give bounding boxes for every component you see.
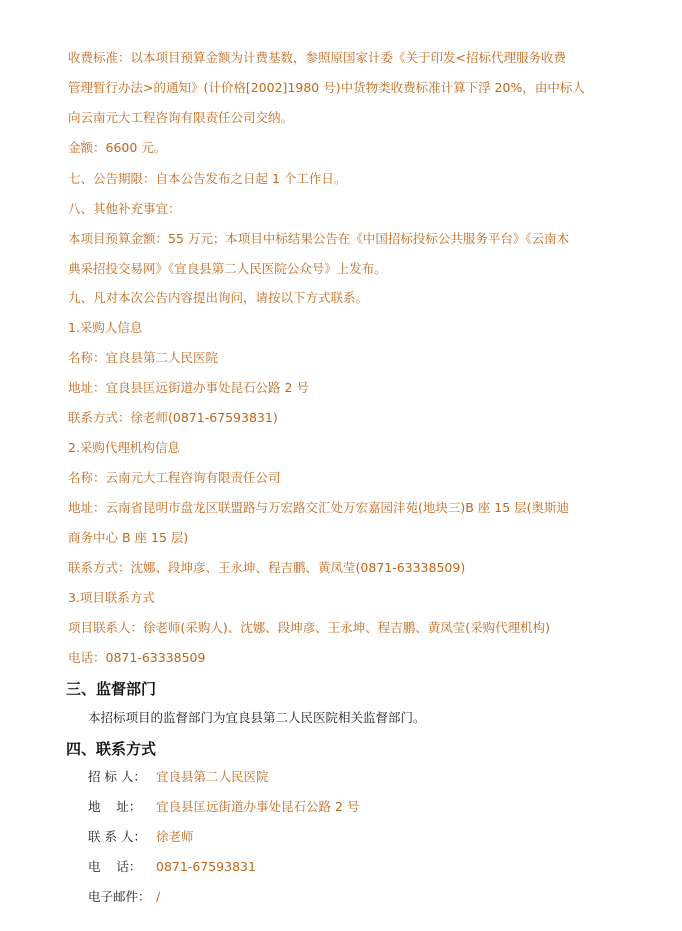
contact-label: 联 系 人： xyxy=(88,829,146,844)
contact-label: 电 话： xyxy=(88,859,142,874)
contact-value: / xyxy=(156,889,161,904)
agency-contact: 联系方式：沈娜、段坤彦、王永坤、程吉鹏、黄凤莹(0871-63338509) xyxy=(68,560,466,575)
contact-value: 宜良县第二人民医院 xyxy=(156,769,269,784)
fee-standard-line-3: 向云南元大工程咨询有限责任公司交纳。 xyxy=(68,110,294,125)
supplementary-line-2: 典采招投交易网》《宜良县第二人民医院公众号》上发布。 xyxy=(68,261,387,276)
contact-row-tenderer xyxy=(88,769,269,785)
contact-value: 宜良县匡远街道办事处昆石公路 2 号 xyxy=(156,799,360,814)
contact-heading: 四、联系方式 xyxy=(66,740,157,758)
contact-row-address xyxy=(88,799,359,815)
contact-label: 电子邮件： xyxy=(88,889,151,904)
project-contact-phone: 电话：0871-63338509 xyxy=(68,650,206,665)
fee-standard-line-2: 管理暂行办法>的通知》(计价格[2002]1980 号)中货物类收费标准计算下浮 20%，由中标人 xyxy=(68,80,585,95)
project-contact-people: 项目联系人：徐老师(采购人)、沈娜、段坤彦、王永坤、程吉鹏、黄凤莹(采购代理机构) xyxy=(68,620,551,635)
contact-value: 徐老师 xyxy=(156,829,194,844)
inquiry-title: 九、凡对本次公告内容提出询问，请按以下方式联系。 xyxy=(68,290,369,305)
purchaser-info-title: 1.采购人信息 xyxy=(68,320,143,335)
supervision-heading: 三、监督部门 xyxy=(66,680,157,698)
purchaser-address: 地址：宜良县匡远街道办事处昆石公路 2 号 xyxy=(68,380,309,395)
supplementary-line-1: 本项目预算金额：55 万元；本项目中标结果公告在《中国招标投标公共服务平台》《云南木 xyxy=(68,231,570,246)
agency-address-line-1: 地址：云南省昆明市盘龙区联盟路与万宏路交汇处万宏嘉园沣苑(地块三)B 座 15 层(奥斯迪 xyxy=(68,500,570,515)
purchaser-contact: 联系方式：徐老师(0871-67593831) xyxy=(68,410,278,425)
contact-row-person xyxy=(88,829,194,845)
contact-value: 0871-67593831 xyxy=(156,859,256,874)
contact-label: 招 标 人： xyxy=(88,769,146,784)
contact-label: 地 址： xyxy=(88,799,142,814)
agency-info-title: 2.采购代理机构信息 xyxy=(68,440,180,455)
supplementary-title: 八、其他补充事宜： xyxy=(68,201,181,216)
fee-amount: 金额：6600 元。 xyxy=(68,140,167,155)
supervision-body: 本招标项目的监督部门为宜良县第二人民医院相关监督部门。 xyxy=(88,710,426,725)
fee-standard-line-1: 收费标准：以本项目预算金额为计费基数，参照原国家计委《关于印发<招标代理服务收费 xyxy=(68,50,566,65)
announcement-period: 七、公告期限：自本公告发布之日起 1 个工作日。 xyxy=(68,171,347,186)
project-contact-title: 3.项目联系方式 xyxy=(68,590,155,605)
purchaser-name: 名称：宜良县第二人民医院 xyxy=(68,350,219,365)
contact-row-phone xyxy=(88,859,256,875)
contact-row-email xyxy=(88,889,160,905)
agency-address-line-2: 商务中心 B 座 15 层) xyxy=(68,530,189,545)
agency-name: 名称：云南元大工程咨询有限责任公司 xyxy=(68,470,281,485)
